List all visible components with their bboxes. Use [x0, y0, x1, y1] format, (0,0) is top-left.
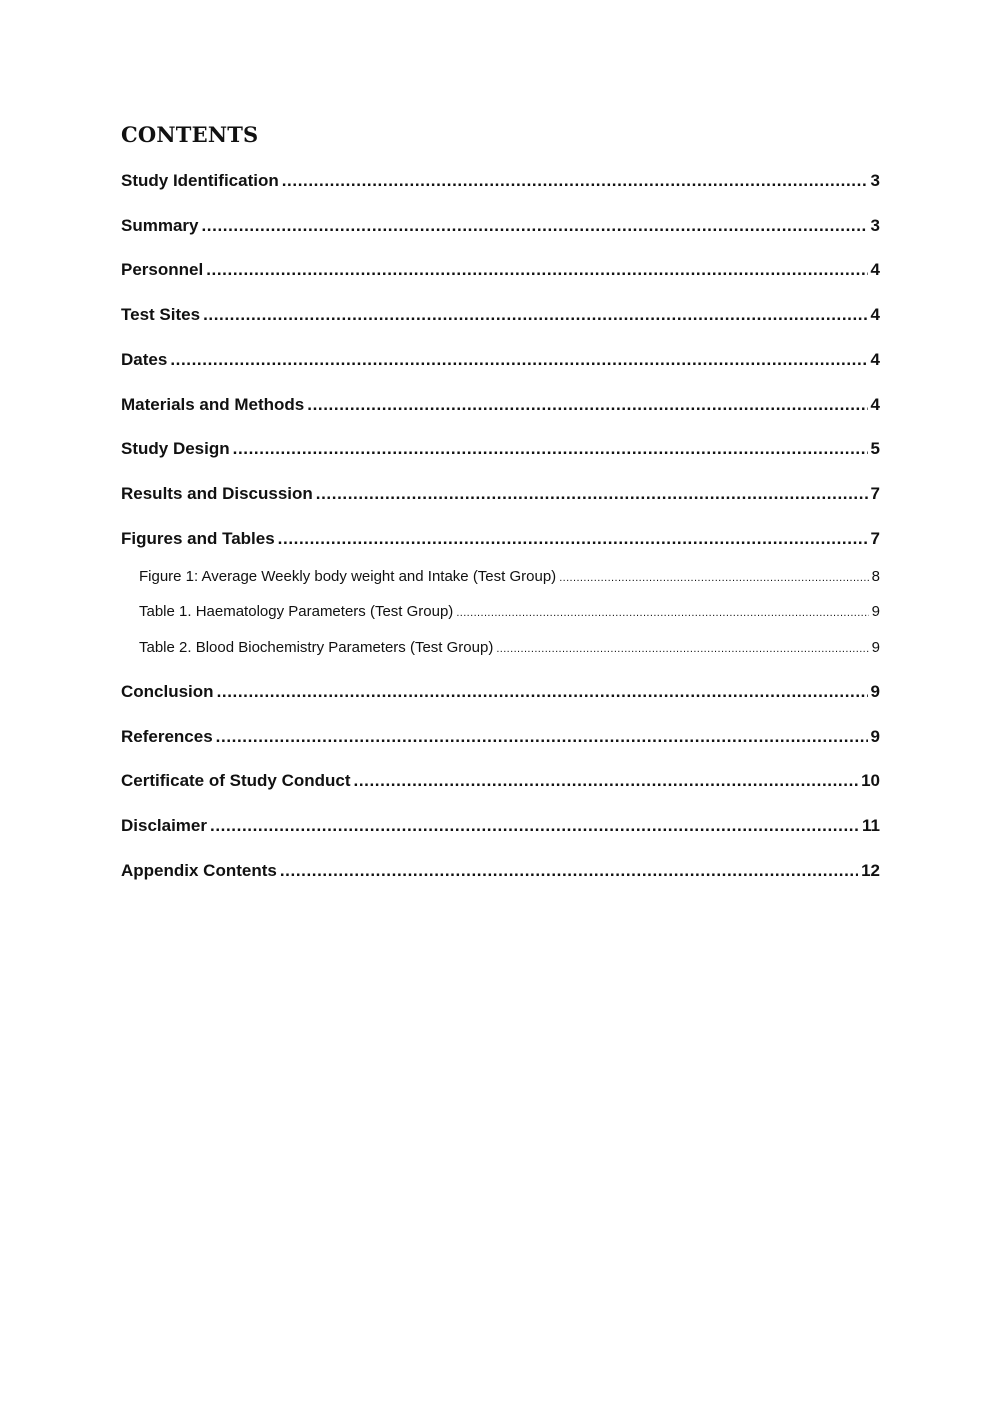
- toc-page-number: 7: [870, 484, 880, 503]
- toc-page-number: 4: [870, 260, 880, 279]
- toc-entry-label: Personnel: [121, 260, 204, 279]
- toc-dot-leader: [170, 347, 867, 373]
- toc-entry-label: Certificate of Study Conduct: [121, 771, 351, 790]
- toc-entry-label: Conclusion: [121, 682, 214, 701]
- toc-dot-leader: [282, 168, 868, 194]
- toc-page-number: 9: [870, 682, 880, 701]
- toc-entry-study-design[interactable]: [121, 436, 880, 462]
- toc-page-number: 3: [870, 171, 880, 190]
- toc-dot-leader: [278, 526, 868, 552]
- toc-dot-leader: [210, 813, 859, 839]
- toc-page-number: 8: [871, 568, 880, 585]
- toc-entry-certificate-of-study-conduct[interactable]: [121, 768, 880, 794]
- toc-entry-label: Figure 1: Average Weekly body weight and Intake (Test Group): [139, 568, 557, 585]
- contents-heading: CONTENTS: [121, 122, 259, 147]
- toc-entry-label: Test Sites: [121, 305, 201, 324]
- toc-page-number: 12: [861, 861, 880, 880]
- toc-dot-leader: [280, 858, 858, 884]
- toc-dot-leader: [456, 601, 868, 625]
- toc-entry-materials-and-methods[interactable]: [121, 392, 880, 418]
- toc-dot-leader: [201, 213, 867, 239]
- toc-dot-leader: [216, 724, 868, 750]
- toc-page-number: 9: [871, 639, 880, 656]
- toc-entry-table-2[interactable]: [139, 636, 880, 660]
- toc-entry-label: Appendix Contents: [121, 861, 277, 880]
- toc-dot-leader: [316, 481, 868, 507]
- toc-entry-figures-and-tables[interactable]: [121, 526, 880, 552]
- toc-entry-label: Table 1. Haematology Parameters (Test Group): [139, 603, 454, 620]
- toc-dot-leader: [206, 257, 867, 283]
- toc-entry-label: References: [121, 727, 213, 746]
- toc-dot-leader: [233, 436, 868, 462]
- toc-dot-leader: [307, 392, 867, 418]
- toc-entry-conclusion[interactable]: [121, 679, 880, 705]
- toc-page-number: 10: [861, 771, 880, 790]
- toc-page-number: 4: [870, 395, 880, 414]
- toc-dot-leader: [559, 566, 868, 590]
- toc-entry-study-identification[interactable]: [121, 168, 880, 194]
- toc-entry-label: Study Identification: [121, 171, 279, 190]
- toc-entry-label: Results and Discussion: [121, 484, 313, 503]
- toc-entry-label: Disclaimer: [121, 816, 207, 835]
- toc-entry-label: Materials and Methods: [121, 395, 305, 414]
- toc-page-number: 11: [862, 816, 880, 835]
- toc-dot-leader: [217, 679, 868, 705]
- toc-entry-label: Table 2. Blood Biochemistry Parameters (Test Group): [139, 639, 494, 656]
- toc-entry-personnel[interactable]: [121, 257, 880, 283]
- toc-entry-label: Summary: [121, 216, 199, 235]
- toc-entry-results-and-discussion[interactable]: [121, 481, 880, 507]
- toc-entry-label: Dates: [121, 350, 168, 369]
- toc-page-number: 9: [870, 727, 880, 746]
- toc-entry-references[interactable]: [121, 724, 880, 750]
- toc-entry-appendix-contents[interactable]: [121, 858, 880, 884]
- toc-page-number: 5: [870, 439, 880, 458]
- toc-entry-dates[interactable]: [121, 347, 880, 373]
- toc-entry-summary[interactable]: [121, 213, 880, 239]
- toc-dot-leader: [203, 302, 867, 328]
- toc-dot-leader: [496, 637, 868, 661]
- toc-entry-table-1[interactable]: [139, 600, 880, 624]
- toc-page-number: 3: [870, 216, 880, 235]
- toc-page-number: 7: [870, 529, 880, 548]
- toc-page-number: 4: [870, 305, 880, 324]
- toc-page-number: 9: [871, 603, 880, 620]
- toc-entry-label: Study Design: [121, 439, 230, 458]
- toc-entry-disclaimer[interactable]: [121, 813, 880, 839]
- toc-entry-figure-1[interactable]: [139, 565, 880, 589]
- toc-entry-test-sites[interactable]: [121, 302, 880, 328]
- toc-entry-label: Figures and Tables: [121, 529, 275, 548]
- toc-dot-leader: [354, 768, 859, 794]
- toc-page-number: 4: [870, 350, 880, 369]
